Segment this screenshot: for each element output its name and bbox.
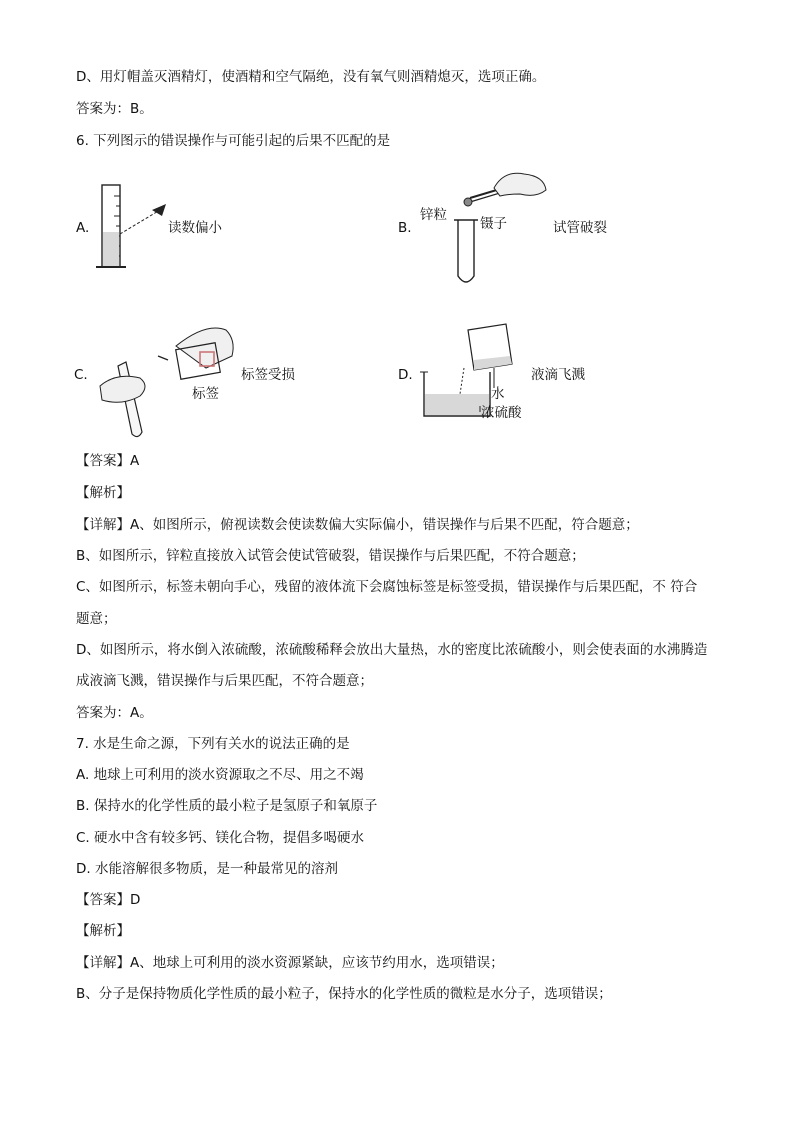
option-c-letter: C. [74, 367, 88, 383]
figure-d-caption: 液滴飞溅 [531, 367, 585, 383]
figure-b-caption: 试管破裂 [553, 220, 607, 236]
text-line: D、用灯帽盖灭酒精灯，使酒精和空气隔绝，没有氧气则酒精熄灭，选项正确。 [76, 69, 546, 85]
detail-7-b: B、分子是保持物质化学性质的最小粒子，保持水的化学性质的微粒是水分子，选项错误； [76, 986, 612, 1002]
water-label: 水 [491, 386, 505, 402]
tweezers-label: 镊子 [480, 216, 507, 232]
option-7-c: C. 硬水中含有较多钙、镁化合物，提倡多喝硬水 [76, 830, 365, 846]
figure-a-caption: 读数偏小 [168, 220, 222, 236]
answer-7: 【答案】D [76, 892, 141, 908]
text-line: 答案为：B。 [76, 101, 153, 117]
zinc-label: 锌粒 [420, 207, 447, 223]
acid-label: 浓硫酸 [481, 405, 522, 421]
option-7-b: B. 保持水的化学性质的最小粒子是氢原子和氧原子 [76, 798, 378, 814]
tag-label: 标签 [192, 386, 219, 402]
detail-6-b: B、如图所示，锌粒直接放入试管会使试管破裂，错误操作与后果匹配，不符合题意； [76, 548, 585, 564]
detail-6-a: 【详解】A、如图所示，俯视读数会使读数偏大实际偏小，错误操作与后果不匹配，符合题意； [76, 517, 639, 533]
detail-6-c1: C、如图所示，标签未朝向手心，残留的液体流下会腐蚀标签是标签受损，错误操作与后果匹配，不 符合 [76, 579, 698, 595]
option-b-letter: B. [398, 220, 412, 236]
question-7-stem: 7. 水是生命之源，下列有关水的说法正确的是 [76, 736, 350, 752]
detail-7-a: 【详解】A、地球上可利用的淡水资源紧缺，应该节约用水，选项错误； [76, 955, 504, 971]
pouring-liquid-figure [96, 316, 241, 438]
question-6-stem: 6. 下列图示的错误操作与可能引起的后果不匹配的是 [76, 133, 391, 149]
answer-6: 【答案】A [76, 453, 140, 469]
analysis-6-heading: 【解析】 [76, 485, 130, 501]
analysis-7-heading: 【解析】 [76, 923, 130, 939]
option-a-letter: A. [76, 220, 90, 236]
graduated-cylinder-figure [96, 182, 176, 274]
final-answer-6: 答案为：A。 [76, 705, 153, 721]
option-7-d: D. 水能溶解很多物质，是一种最常见的溶剂 [76, 861, 338, 877]
detail-6-d1: D、如图所示，将水倒入浓硫酸，浓硫酸稀释会放出大量热，水的密度比浓硫酸小，则会使表面的水沸腾造 [76, 642, 708, 658]
option-7-a: A. 地球上可利用的淡水资源取之不尽、用之不竭 [76, 767, 364, 783]
option-d-letter: D. [398, 367, 413, 383]
figure-c-caption: 标签受损 [241, 367, 295, 383]
detail-6-c2: 题意； [76, 611, 117, 627]
detail-6-d2: 成液滴飞溅，错误操作与后果匹配，不符合题意； [76, 673, 373, 689]
